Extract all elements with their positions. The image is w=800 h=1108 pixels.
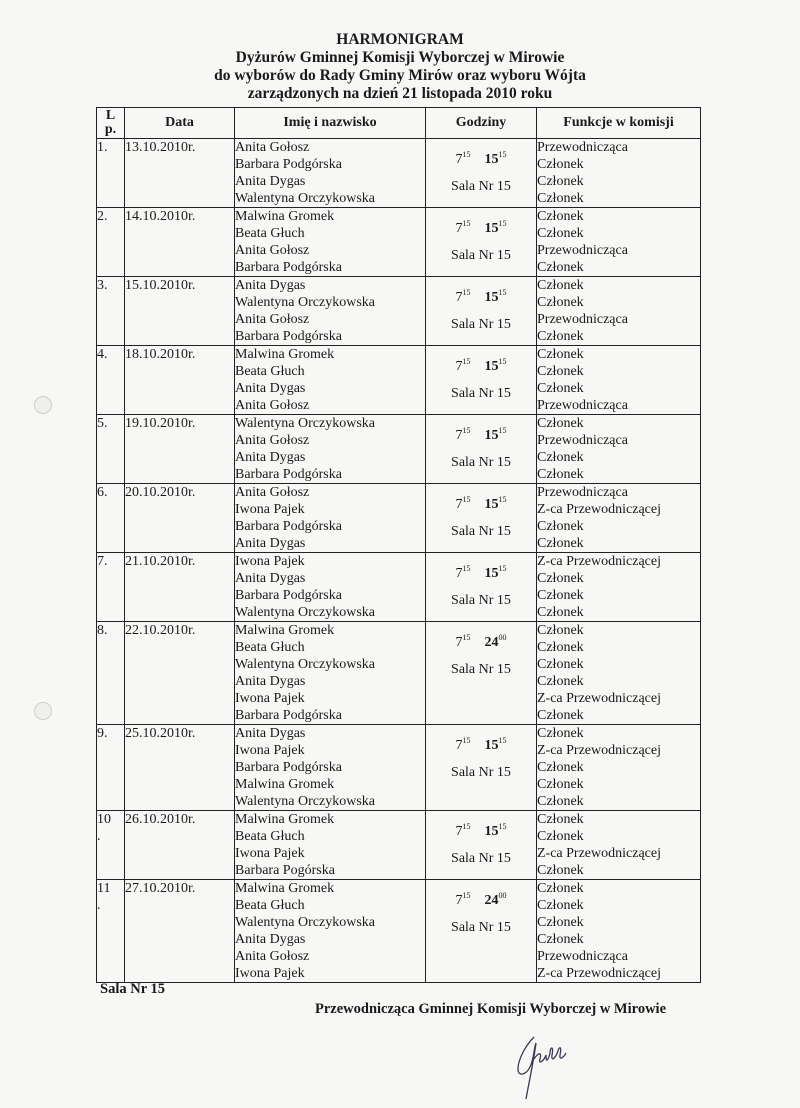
member-function: Przewodnicząca (537, 312, 628, 327)
row-lp-cell (97, 622, 125, 725)
member-function: Członek (537, 863, 584, 878)
hours-end: 15 (484, 738, 499, 753)
hours-end: 15 (484, 221, 499, 236)
row-number: 3. (97, 278, 108, 293)
member-function: Członek (537, 657, 584, 672)
duty-hours (426, 491, 536, 512)
member-function: Z-ca Przewodniczącej (537, 554, 661, 569)
row-names-cell (235, 553, 426, 622)
table-row (97, 622, 701, 725)
row-functions-cell (537, 277, 701, 346)
row-lp-cell (97, 553, 125, 622)
member-name: Walentyna Orczykowska (235, 605, 375, 620)
hours-end: 15 (484, 566, 499, 581)
member-function: Członek (537, 209, 584, 224)
hours-start: 7 (455, 221, 463, 236)
member-name: Beata Głuch (235, 898, 305, 913)
row-functions-cell (537, 811, 701, 880)
row-hours-cell (426, 811, 537, 880)
duty-hours (426, 353, 536, 374)
duty-hours (426, 818, 536, 839)
member-function: Członek (537, 726, 584, 741)
header-date: Data (125, 108, 235, 139)
row-names-cell (235, 880, 426, 983)
member-function: Członek (537, 536, 584, 551)
hours-end: 15 (484, 359, 499, 374)
duty-room: Sala Nr 15 (451, 179, 511, 194)
duty-room: Sala Nr 15 (451, 386, 511, 401)
footer-room: Sala Nr 15 (100, 981, 165, 997)
row-date: 26.10.2010r. (125, 812, 196, 827)
document-subtitle-1: Dyżurów Gminnej Komisji Wyborczej w Mirowie (235, 49, 565, 66)
member-name: Anita Gołosz (235, 433, 310, 448)
row-number: 2. (97, 209, 108, 224)
duty-room: Sala Nr 15 (451, 920, 511, 935)
member-name: Malwina Gromek (235, 209, 335, 224)
row-date: 13.10.2010r. (125, 140, 196, 155)
duty-hours (426, 215, 536, 236)
hours-end-minutes: 15 (498, 288, 507, 297)
row-hours-cell (426, 346, 537, 415)
row-number: 5. (97, 416, 108, 431)
member-name: Barbara Podgórska (235, 760, 342, 775)
hours-end-minutes: 15 (498, 426, 507, 435)
hours-start: 7 (455, 738, 463, 753)
member-function: Członek (537, 157, 584, 172)
member-name: Anita Gołosz (235, 949, 310, 964)
row-names-cell (235, 725, 426, 811)
hours-start: 7 (455, 152, 463, 167)
hours-start-minutes: 15 (462, 150, 471, 159)
member-name: Barbara Podgórska (235, 519, 342, 534)
duty-schedule-table (96, 107, 701, 983)
member-name: Malwina Gromek (235, 777, 335, 792)
hours-end-minutes: 15 (498, 357, 507, 366)
member-name: Iwona Pajek (235, 691, 305, 706)
hours-end: 24 (484, 635, 499, 650)
duty-room: Sala Nr 15 (451, 593, 511, 608)
member-function: Członek (537, 467, 584, 482)
hours-start-minutes: 15 (462, 736, 471, 745)
hours-end-minutes: 00 (498, 891, 507, 900)
member-name: Beata Głuch (235, 226, 305, 241)
member-name: Iwona Pajek (235, 966, 305, 981)
hours-end: 15 (484, 290, 499, 305)
member-function: Członek (537, 450, 584, 465)
member-name: Barbara Pogórska (235, 863, 335, 878)
duty-hours (426, 887, 536, 908)
row-hours-cell (426, 139, 537, 208)
row-number: . (97, 898, 101, 913)
member-name: Barbara Podgórska (235, 588, 342, 603)
row-hours-cell (426, 277, 537, 346)
member-function: Członek (537, 674, 584, 689)
member-function: Członek (537, 881, 584, 896)
duty-room: Sala Nr 15 (451, 317, 511, 332)
hours-start: 7 (455, 359, 463, 374)
row-hours-cell (426, 725, 537, 811)
row-names-cell (235, 277, 426, 346)
row-hours-cell (426, 415, 537, 484)
document-title: HARMONIGRAM (336, 31, 464, 48)
member-name: Malwina Gromek (235, 812, 335, 827)
row-date-cell (125, 415, 235, 484)
member-name: Anita Gołosz (235, 243, 310, 258)
row-lp-cell (97, 811, 125, 880)
duty-hours (426, 629, 536, 650)
row-names-cell (235, 208, 426, 277)
row-date-cell (125, 277, 235, 346)
row-date-cell (125, 553, 235, 622)
duty-hours (426, 560, 536, 581)
duty-hours (426, 146, 536, 167)
table-row (97, 415, 701, 484)
row-date-cell (125, 725, 235, 811)
row-functions-cell (537, 622, 701, 725)
header-hours: Godziny (426, 108, 537, 139)
hours-end-minutes: 15 (498, 736, 507, 745)
table-row (97, 811, 701, 880)
row-date-cell (125, 484, 235, 553)
member-name: Iwona Pajek (235, 554, 305, 569)
table-row (97, 725, 701, 811)
member-name: Beata Głuch (235, 829, 305, 844)
member-function: Członek (537, 260, 584, 275)
row-date: 20.10.2010r. (125, 485, 196, 500)
duty-room: Sala Nr 15 (451, 662, 511, 677)
member-function: Z-ca Przewodniczącej (537, 966, 661, 981)
member-name: Anita Gołosz (235, 485, 310, 500)
member-function: Członek (537, 416, 584, 431)
row-functions-cell (537, 139, 701, 208)
row-number: 8. (97, 623, 108, 638)
row-date: 21.10.2010r. (125, 554, 196, 569)
member-name: Anita Gołosz (235, 398, 310, 413)
hours-start-minutes: 15 (462, 357, 471, 366)
footer-signatory: Przewodnicząca Gminnej Komisji Wyborczej w Mirowie (315, 1001, 667, 1017)
row-functions-cell (537, 880, 701, 983)
duty-room: Sala Nr 15 (451, 455, 511, 470)
hours-start-minutes: 15 (462, 822, 471, 831)
row-number: 11 (97, 881, 111, 896)
member-function: Przewodnicząca (537, 433, 628, 448)
row-names-cell (235, 622, 426, 725)
hours-start: 7 (455, 824, 463, 839)
row-hours-cell (426, 208, 537, 277)
hours-start: 7 (455, 290, 463, 305)
row-date-cell (125, 622, 235, 725)
hours-end: 15 (484, 497, 499, 512)
member-name: Anita Dygas (235, 932, 306, 947)
member-function: Członek (537, 347, 584, 362)
member-function: Członek (537, 364, 584, 379)
member-name: Anita Dygas (235, 174, 306, 189)
row-date: 25.10.2010r. (125, 726, 196, 741)
punch-hole-top (34, 396, 52, 414)
member-function: Członek (537, 174, 584, 189)
member-name: Anita Dygas (235, 381, 306, 396)
row-lp-cell (97, 277, 125, 346)
member-name: Beata Głuch (235, 640, 305, 655)
hours-start: 7 (455, 497, 463, 512)
row-functions-cell (537, 415, 701, 484)
member-name: Malwina Gromek (235, 881, 335, 896)
hours-start-minutes: 15 (462, 219, 471, 228)
member-function: Z-ca Przewodniczącej (537, 502, 661, 517)
row-hours-cell (426, 484, 537, 553)
row-number: 4. (97, 347, 108, 362)
header-lp-line2: p. (104, 122, 117, 137)
table-header-row (97, 108, 701, 139)
row-date-cell (125, 880, 235, 983)
row-lp-cell (97, 415, 125, 484)
member-name: Iwona Pajek (235, 846, 305, 861)
row-lp-cell (97, 484, 125, 553)
document-subtitle-3: zarządzonych na dzień 21 listopada 2010 roku (247, 85, 553, 102)
duty-hours (426, 732, 536, 753)
member-name: Barbara Podgórska (235, 329, 342, 344)
row-functions-cell (537, 725, 701, 811)
hours-start-minutes: 15 (462, 891, 471, 900)
member-name: Walentyna Orczykowska (235, 657, 375, 672)
row-date: 27.10.2010r. (125, 881, 196, 896)
member-name: Barbara Podgórska (235, 157, 342, 172)
member-function: Z-ca Przewodniczącej (537, 691, 661, 706)
member-name: Anita Gołosz (235, 312, 310, 327)
duty-room: Sala Nr 15 (451, 765, 511, 780)
row-lp-cell (97, 208, 125, 277)
member-function: Przewodnicząca (537, 949, 628, 964)
row-functions-cell (537, 484, 701, 553)
handwritten-signature (504, 1025, 584, 1105)
member-function: Członek (537, 623, 584, 638)
member-name: Beata Głuch (235, 364, 305, 379)
hours-end-minutes: 15 (498, 822, 507, 831)
member-function: Członek (537, 640, 584, 655)
member-name: Anita Dygas (235, 726, 306, 741)
member-name: Walentyna Orczykowska (235, 295, 375, 310)
document-subtitle-2: do wyborów do Rady Gminy Mirów oraz wyboru Wójta (214, 67, 586, 84)
member-function: Członek (537, 829, 584, 844)
member-name: Barbara Podgórska (235, 260, 342, 275)
row-date-cell (125, 811, 235, 880)
hours-end-minutes: 15 (498, 564, 507, 573)
row-names-cell (235, 346, 426, 415)
member-name: Anita Dygas (235, 536, 306, 551)
row-number: 6. (97, 485, 108, 500)
hours-start-minutes: 15 (462, 288, 471, 297)
row-date: 14.10.2010r. (125, 209, 196, 224)
member-function: Członek (537, 278, 584, 293)
row-number: . (97, 829, 101, 844)
row-names-cell (235, 484, 426, 553)
hours-end-minutes: 15 (498, 219, 507, 228)
hours-start-minutes: 15 (462, 495, 471, 504)
member-function: Członek (537, 226, 584, 241)
hours-end-minutes: 15 (498, 495, 507, 504)
duty-room: Sala Nr 15 (451, 524, 511, 539)
hours-start-minutes: 15 (462, 564, 471, 573)
member-name: Barbara Podgórska (235, 467, 342, 482)
member-name: Barbara Podgórska (235, 708, 342, 723)
duty-room: Sala Nr 15 (451, 851, 511, 866)
table-row (97, 277, 701, 346)
row-date: 15.10.2010r. (125, 278, 196, 293)
member-name: Walentyna Orczykowska (235, 915, 375, 930)
member-name: Anita Dygas (235, 450, 306, 465)
row-hours-cell (426, 880, 537, 983)
member-name: Walentyna Orczykowska (235, 416, 375, 431)
hours-end: 24 (484, 893, 499, 908)
duty-room: Sala Nr 15 (451, 248, 511, 263)
member-function: Z-ca Przewodniczącej (537, 846, 661, 861)
table-row (97, 880, 701, 983)
row-names-cell (235, 811, 426, 880)
punch-hole-bottom (34, 702, 52, 720)
header-lp-line1: L (105, 108, 116, 123)
duty-hours (426, 422, 536, 443)
member-function: Członek (537, 777, 584, 792)
row-names-cell (235, 139, 426, 208)
table-row (97, 484, 701, 553)
table-row (97, 139, 701, 208)
table-row (97, 346, 701, 415)
row-date: 19.10.2010r. (125, 416, 196, 431)
member-function: Członek (537, 760, 584, 775)
member-function: Z-ca Przewodniczącej (537, 743, 661, 758)
member-name: Iwona Pajek (235, 502, 305, 517)
member-name: Walentyna Orczykowska (235, 794, 375, 809)
member-function: Członek (537, 812, 584, 827)
row-number: 1. (97, 140, 108, 155)
member-function: Członek (537, 898, 584, 913)
member-function: Członek (537, 794, 584, 809)
member-name: Iwona Pajek (235, 743, 305, 758)
member-function: Członek (537, 571, 584, 586)
member-name: Anita Dygas (235, 674, 306, 689)
row-number: 9. (97, 726, 108, 741)
row-date: 18.10.2010r. (125, 347, 196, 362)
row-lp-cell (97, 139, 125, 208)
header-lp (97, 108, 125, 139)
member-function: Członek (537, 932, 584, 947)
row-hours-cell (426, 553, 537, 622)
row-date-cell (125, 139, 235, 208)
member-name: Anita Gołosz (235, 140, 310, 155)
member-function: Przewodnicząca (537, 140, 628, 155)
row-lp-cell (97, 725, 125, 811)
member-function: Członek (537, 708, 584, 723)
member-function: Członek (537, 381, 584, 396)
hours-end: 15 (484, 824, 499, 839)
member-function: Przewodnicząca (537, 243, 628, 258)
hours-end: 15 (484, 152, 499, 167)
hours-end: 15 (484, 428, 499, 443)
row-hours-cell (426, 622, 537, 725)
member-name: Malwina Gromek (235, 347, 335, 362)
row-names-cell (235, 415, 426, 484)
hours-end-minutes: 15 (498, 150, 507, 159)
member-function: Przewodnicząca (537, 485, 628, 500)
member-function: Przewodnicząca (537, 398, 628, 413)
row-date: 22.10.2010r. (125, 623, 196, 638)
row-functions-cell (537, 553, 701, 622)
row-functions-cell (537, 346, 701, 415)
member-name: Anita Dygas (235, 571, 306, 586)
document-header (0, 31, 800, 103)
duty-hours (426, 284, 536, 305)
member-function: Członek (537, 915, 584, 930)
row-date-cell (125, 208, 235, 277)
row-date-cell (125, 346, 235, 415)
hours-start-minutes: 15 (462, 426, 471, 435)
member-function: Członek (537, 191, 584, 206)
member-function: Członek (537, 295, 584, 310)
hours-end-minutes: 00 (498, 633, 507, 642)
row-functions-cell (537, 208, 701, 277)
header-name: Imię i nazwisko (235, 108, 426, 139)
row-number: 7. (97, 554, 108, 569)
member-function: Członek (537, 519, 584, 534)
hours-start: 7 (455, 635, 463, 650)
member-name: Anita Dygas (235, 278, 306, 293)
table-row (97, 553, 701, 622)
table-row (97, 208, 701, 277)
member-name: Walentyna Orczykowska (235, 191, 375, 206)
hours-start: 7 (455, 893, 463, 908)
hours-start: 7 (455, 428, 463, 443)
member-function: Członek (537, 588, 584, 603)
member-function: Członek (537, 329, 584, 344)
member-function: Członek (537, 605, 584, 620)
row-number: 10 (97, 812, 111, 827)
hours-start: 7 (455, 566, 463, 581)
member-name: Malwina Gromek (235, 623, 335, 638)
row-lp-cell (97, 346, 125, 415)
header-function: Funkcje w komisji (537, 108, 701, 139)
hours-start-minutes: 15 (462, 633, 471, 642)
row-lp-cell (97, 880, 125, 983)
